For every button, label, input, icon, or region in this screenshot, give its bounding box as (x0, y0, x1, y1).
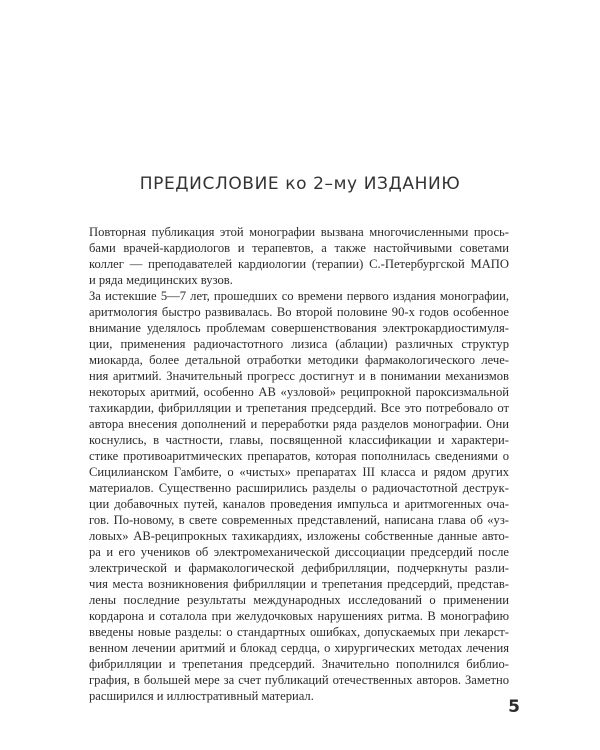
text-line: фибрилляции и трепетания предсердий. Значительно пополнился библио- (89, 657, 509, 671)
text-line: графия, в большей мере за счет публикаций отечественных авторов. Заметно (89, 673, 509, 687)
text-line: коснулись, в частности, главы, посвященной классификации и характери- (89, 433, 509, 447)
text-line: материалов. Существенно расширились разделы о радиочастотной деструк- (89, 481, 509, 495)
paragraph-intro (89, 224, 509, 288)
text-line: электрической и фармакологической дефибрилляции, подчеркнуты разли- (89, 561, 509, 575)
text-line: лены последние результаты международных исследований о применении (89, 593, 509, 607)
text-line: Повторная публикация этой монографии вызвана многочисленными прось- (89, 225, 509, 239)
text-line: внимание уделялось проблемам совершенствования электрокардиостимуля- (89, 321, 509, 335)
text-line: миокарда, более детальной отработки методики фармакологического лече- (89, 353, 509, 367)
text-line: введены новые разделы: о стандартных ошибках, допускаемых при лекарст- (89, 625, 509, 639)
text-line: чия места возникновения фибрилляции и трепетания предсердий, представ- (89, 577, 509, 591)
page-number: 5 (508, 697, 520, 717)
text-line: ции добавочных путей, каналов проведения импульса и аритмогенных оча- (89, 497, 509, 511)
text-line: стике противоаритмических препаратов, которая пополнилась сведениями о (89, 449, 509, 463)
text-line: Сицилианском Гамбите, о «чистых» препаратах III класса и рядом других (89, 465, 509, 479)
text-line: ции, применения радиочастотного лизиса (аблации) различных структур (89, 337, 509, 351)
text-line: расширился и иллюстративный материал. (89, 689, 314, 703)
paragraph-main (89, 288, 509, 704)
text-line: и ряда медицинских вузов. (89, 273, 233, 287)
text-line: автора внесения дополнений и переработки ряда разделов монографии. Они (89, 417, 509, 431)
page-title: ПРЕДИСЛОВИЕ ко 2–му ИЗДАНИЮ (139, 174, 461, 194)
text-line: венном лечении аритмий и блокад сердца, о хирургических методах лечения (89, 641, 509, 655)
text-line: тахикардии, фибрилляции и трепетания предсердий. Все это потребовало от (89, 401, 509, 415)
text-line: некоторых аритмий, особенно АВ «узловой» реципрокной пароксизмальной (89, 385, 509, 399)
text-line: аритмология быстро развивалась. Во второй половине 90-х годов особенное (89, 305, 509, 319)
text-line: За истекшие 5—7 лет, прошедших со времени первого издания монографии, (89, 289, 509, 303)
text-line: кордарона и соталола при желудочковых нарушениях ритма. В монографию (89, 609, 509, 623)
text-line: бами врачей-кардиологов и терапевтов, а также настойчивыми советами (89, 241, 509, 255)
text-line: коллег — преподавателей кардиологии (терапии) С.-Петербургской МАПО (89, 257, 509, 271)
text-line: ловых» АВ-реципрокных тахикардиях, изложены собственные данные авто- (89, 529, 509, 543)
text-line: ния аритмий. Значительный прогресс достигнут и в понимании механизмов (89, 369, 509, 383)
text-line: ра и его учеников об электромеханической диссоциации предсердий после (89, 545, 509, 559)
text-line: гов. По-новому, в свете современных представлений, написана глава об «уз- (89, 513, 509, 527)
